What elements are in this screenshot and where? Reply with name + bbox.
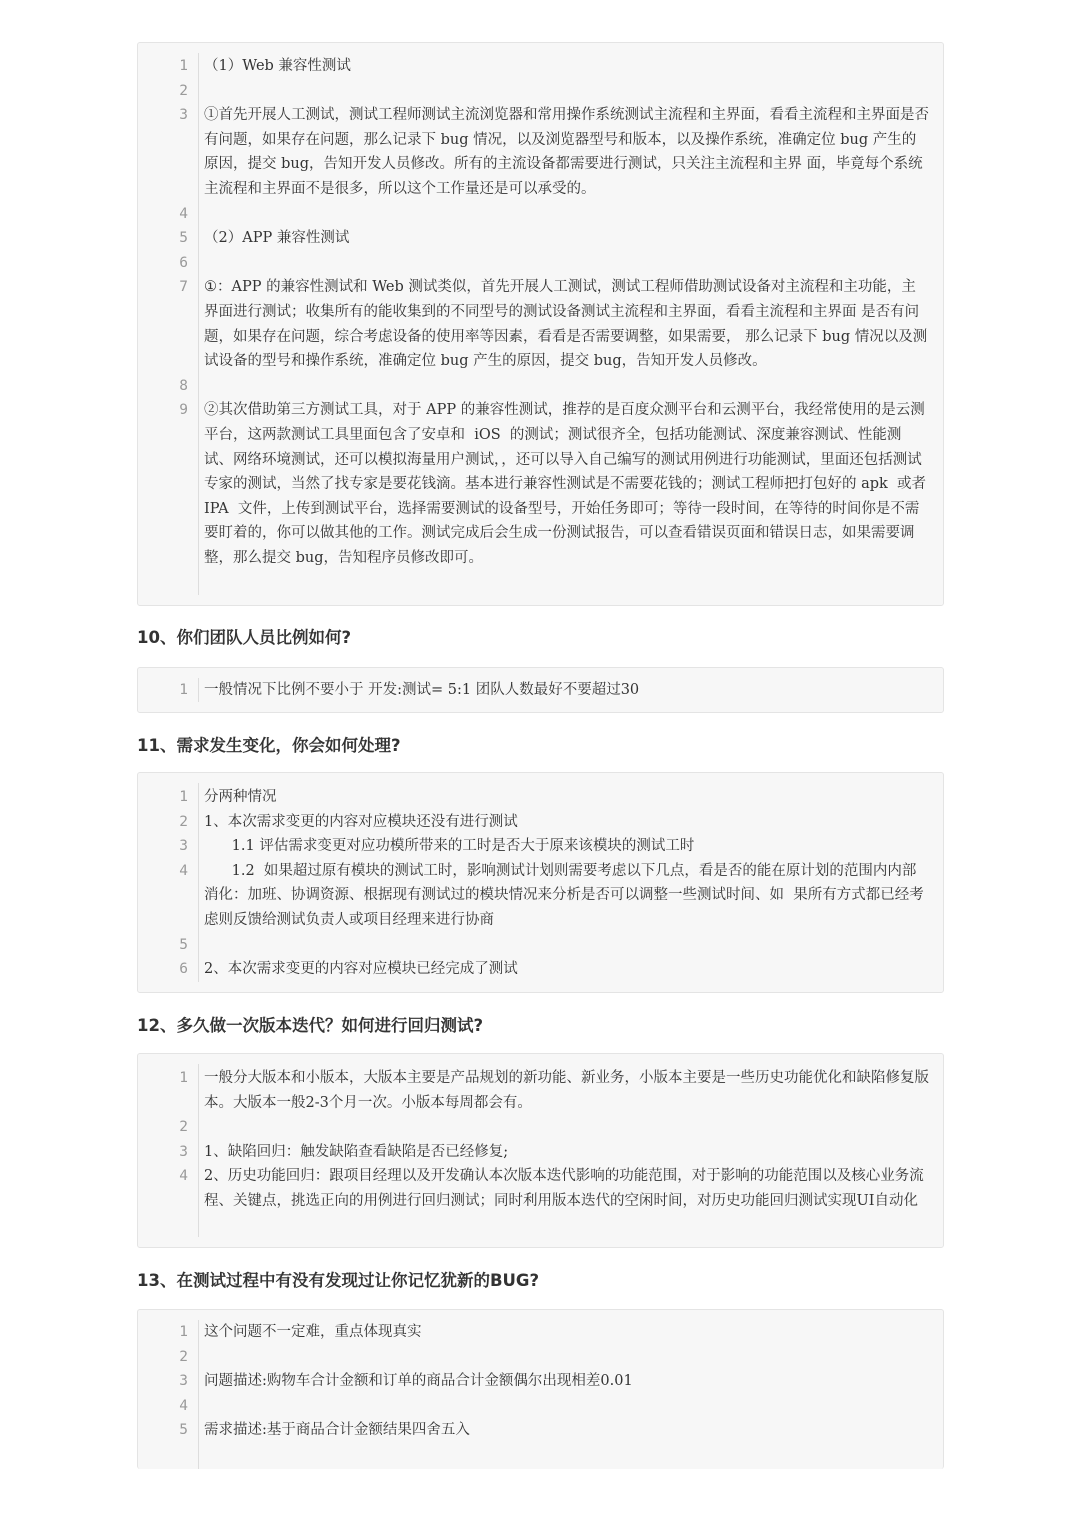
code-block-q10 [137, 667, 944, 713]
code-line [138, 1369, 943, 1394]
code-line [138, 1345, 943, 1370]
line-text: ①首先开展人工测试，测试工程师测试主流浏览器和常用操作系统测试主流程和主界面，看看主流程和主界面是否有问题，如果存在问题，那么记录下 bug 情况，以及浏览器型号和版本，以及操作系统，准确定位 bug 产生的原因，提交 bug，告知开发人员修改。所有的主流设备都需要进行测试，只关注主流程和主界 面，毕竟每个系统主流程和主界面不是很多，所以这个工作量还是可以承受的。 [204, 107, 929, 197]
line-text: 1.1 评估需求变更对应功模所带来的工时是否大于原来该模块的测试工时 [204, 838, 695, 855]
line-number: 3 [179, 107, 188, 124]
line-number: 6 [179, 254, 188, 271]
code-line [138, 1320, 943, 1345]
line-number: 4 [179, 1168, 188, 1185]
line-number: 2 [179, 1348, 188, 1365]
code-line [138, 202, 943, 227]
line-text: 一般情况下比例不要小于 开发:测试= 5:1 团队人数最好不要超过30 [204, 682, 640, 698]
code-block-q11 [137, 772, 944, 993]
line-number: 3 [179, 838, 188, 855]
line-text: 1、本次需求变更的内容对应模块还没有进行测试 [204, 813, 518, 830]
line-number: 3 [179, 1143, 188, 1160]
line-number: 1 [179, 58, 188, 74]
line-number: 4 [179, 1397, 188, 1414]
line-text: 问题描述:购物车合计金额和订单的商品合计金额偶尔出现相差0.01 [204, 1373, 633, 1390]
code-line [138, 79, 943, 104]
code-line [138, 374, 943, 399]
code-line [138, 1066, 943, 1115]
section-heading-q13: 13、在测试过程中有没有发现过让你记忆犹新的BUG? [137, 1271, 540, 1290]
section-heading-q10: 10、你们团队人员比例如何? [137, 628, 352, 647]
section-heading-q12: 12、多久做一次版本迭代？如何进行回归测试? [137, 1016, 484, 1035]
line-text [204, 933, 929, 958]
code-block-q12 [137, 1053, 944, 1248]
code-line [138, 678, 943, 703]
code-line [138, 1164, 943, 1213]
line-text: 一般分大版本和小版本，大版本主要是产品规划的新功能、新业务，小版本主要是一些历史功能优化和缺陷修复版本。大版本一般2-3个月一次。小版本每周都会有。 [204, 1070, 929, 1111]
code-line [138, 785, 943, 810]
line-text: 2、本次需求变更的内容对应模块已经完成了测试 [204, 961, 518, 978]
line-number: 5 [179, 1422, 188, 1439]
line-text [204, 374, 929, 399]
line-text: 分两种情况 [204, 789, 277, 805]
code-line [138, 54, 943, 79]
line-number: 6 [179, 961, 188, 978]
line-text [204, 1345, 929, 1370]
code-line [138, 834, 943, 859]
code-line [138, 1394, 943, 1419]
line-text: （1）Web 兼容性测试 [204, 58, 351, 74]
line-number: 1 [179, 682, 188, 698]
line-text: （2）APP 兼容性测试 [204, 230, 350, 247]
line-text: 需求描述:基于商品合计金额结果四舍五入 [204, 1422, 470, 1439]
line-number: 3 [179, 1373, 188, 1390]
code-line [138, 103, 943, 201]
code-line [138, 1115, 943, 1140]
line-number: 5 [179, 230, 188, 247]
line-number: 4 [179, 205, 188, 222]
line-number: 4 [179, 862, 188, 879]
line-number: 2 [179, 1119, 188, 1136]
line-number: 9 [179, 402, 188, 419]
code-line [138, 275, 943, 373]
line-text: 1、缺陷回归：触发缺陷查看缺陷是否已经修复; [204, 1143, 509, 1160]
line-text: 2、历史功能回归：跟项目经理以及开发确认本次版本迭代影响的功能范围，对于影响的功能范围以及核心业务流程、关键点，挑选正向的用例进行回归测试；同时利用版本迭代的空闲时间，对历史功能回归测试实现UI自动化 [204, 1168, 924, 1209]
line-text [204, 79, 929, 104]
line-number: 2 [179, 813, 188, 830]
code-line [138, 398, 943, 570]
line-text: ①：APP 的兼容性测试和 Web 测试类似，首先开展人工测试，测试工程师借助测试设备对主流程和主功能，主界面进行测试；收集所有的能收集到的不同型号的测试设备测试主流程和主界面，看看主流程和主界面 是否有问题，如果存在问题，综合考虑设备的使用率等因素，看看是否需要调整，如果需要， 那么记录下 bug 情况以及测试设备的型号和操作系统，准确定位 bug 产生的原因，提交 bug，告知开发人员修改。 [204, 279, 928, 370]
line-number: 1 [179, 789, 188, 805]
line-number: 5 [179, 936, 188, 953]
line-number: 1 [179, 1324, 188, 1340]
line-text [204, 1115, 929, 1140]
line-text [204, 1394, 929, 1419]
section-heading-q11: 11、需求发生变化，你会如何处理? [137, 736, 401, 755]
code-line [138, 810, 943, 835]
code-line [138, 859, 943, 933]
line-text: 1.2 如果超过原有模块的测试工时，影响测试计划则需要考虑以下几点，看是否的能在原计划的范围内内部消化：加班、协调资源、根据现有测试过的模块情况来分析是否可以调整一些测试时间、如 果所有方式都已经考虑则反馈给测试负责人或项目经理来进行协商 [204, 862, 924, 928]
line-text [204, 202, 929, 227]
line-text: 这个问题不一定难，重点体现真实 [204, 1324, 422, 1340]
code-line [138, 957, 943, 982]
code-line [138, 1418, 943, 1443]
code-line [138, 933, 943, 958]
line-number: 8 [179, 377, 188, 394]
code-line [138, 1140, 943, 1165]
code-block-q13 [137, 1309, 944, 1469]
line-number: 7 [179, 279, 188, 296]
code-line [138, 226, 943, 251]
code-line [138, 251, 943, 276]
line-text [204, 251, 929, 276]
line-text: ②其次借助第三方测试工具，对于 APP 的兼容性测试，推荐的是百度众测平台和云测平台，我经常使用的是云测平台，这两款测试工具里面包含了安卓和 iOS 的测试；测试很齐全，包括功能测试、深度兼容测试、性能测试、网络环境测试，还可以模拟海量用户测试，，还可以导入自己编写的测试用例进行功能测试，里面还包括测试专家的测试，当然了找专家是要花钱滴。基本进行兼容性测试是不需要花钱的；测试工程师把打包好的 apk 或者 IPA 文件，上传到测试平台，选择需要测试的设备型号，开始任务即可；等待一段时间，在等待的时间你是不需要盯着的，你可以做其他的工作。测试完成后会生成一份测试报告，可以查看错误页面和错误日志，如果需要调整，那么提交 bug，告知程序员修改即可。 [204, 402, 936, 566]
line-number: 2 [179, 82, 188, 99]
code-block-compatibility [137, 42, 944, 606]
line-number: 1 [179, 1070, 188, 1086]
